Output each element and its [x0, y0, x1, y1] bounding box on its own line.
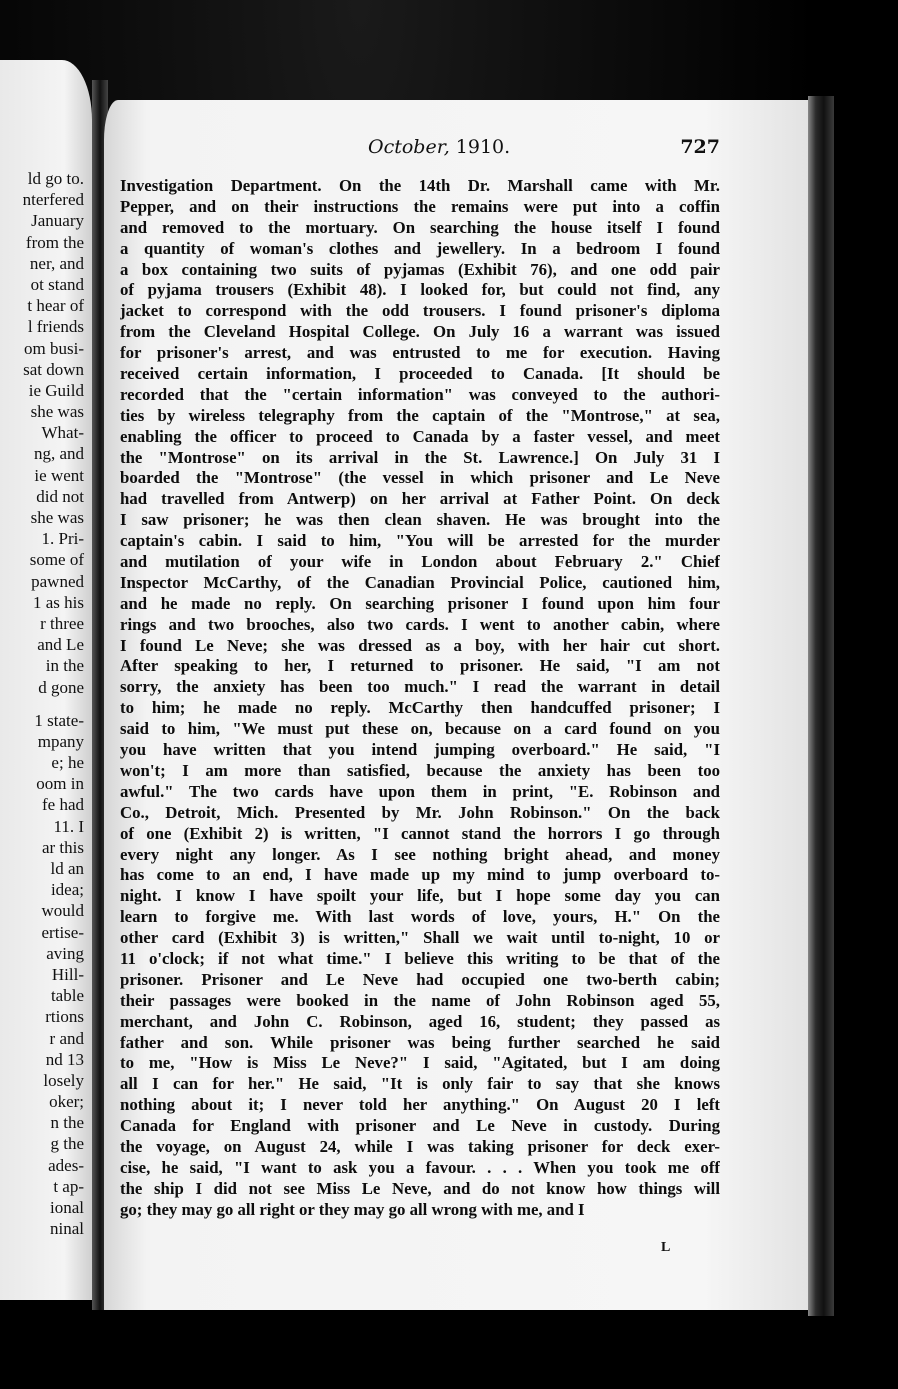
previous-page-line: d gone — [38, 677, 84, 697]
previous-page-line: ld an — [50, 859, 84, 878]
previous-page-line: table — [50, 986, 84, 1006]
previous-page-line: ar this — [41, 837, 84, 857]
previous-page-line: she was — [30, 508, 84, 527]
text-line: Inspector McCarthy, of the Canadian Provincial Police, cautioned him, — [120, 572, 720, 592]
previous-page-line: nterfered — [22, 190, 84, 210]
text-line: other card (Exhibit 3) is written," Shall we wait until to-night, 10 or — [120, 928, 720, 948]
previous-page-line: fe had — [41, 795, 84, 815]
text-line: nothing about it; I never told her anything." On August 20 I left — [120, 1095, 720, 1115]
text-line: every night any longer. As I see nothing bright ahead, and money — [120, 844, 720, 864]
previous-page-line: from the — [25, 232, 84, 252]
text-line: boarded the "Montrose" (the vessel in which prisoner and Le Neve — [120, 468, 720, 488]
previous-page-line: January — [31, 211, 84, 231]
text-line: Pepper, and on their instructions the remains were put into a coffin — [120, 196, 720, 216]
page-number: 727 — [680, 136, 720, 158]
text-line: jacket to correspond with the odd trousers. I found prisoner's diploma — [120, 301, 720, 321]
text-line: had travelled from Antwerp) on her arrival at Father Point. On deck — [120, 489, 720, 509]
text-line: to me, "How is Miss Le Neve?" I said, "Agitated, but I am doing — [120, 1053, 720, 1073]
text-line: and removed to the mortuary. On searching the house itself I found — [120, 217, 720, 237]
previous-page-line: aving — [46, 943, 84, 963]
previous-page-line: ie Guild — [28, 380, 84, 400]
text-line: all I can for her." He said, "It is only fair to say that she knows — [120, 1074, 720, 1094]
text-line: night. I know I have spoilt your life, but I hope some day you can — [120, 886, 720, 906]
previous-page-line: What- — [41, 423, 84, 443]
previous-page-line: nd 13 — [45, 1049, 84, 1069]
text-line: their passages were booked in the name of John Robinson aged 55, — [120, 990, 720, 1010]
text-line: the ship I did not see Miss Le Neve, and do not know how things will — [120, 1178, 720, 1198]
text-line: received certain information, I proceeded to Canada. [It should be — [120, 364, 720, 384]
previous-page-line: idea; — [50, 880, 84, 900]
text-line: sorry, the anxiety has been too much." I read the warrant in detail — [120, 677, 720, 697]
previous-page-line: mpany — [37, 731, 84, 751]
text-line: you have written that you intend jumping overboard." He said, "I — [120, 740, 720, 760]
running-header — [368, 136, 720, 166]
previous-page-line: r three — [40, 613, 84, 633]
text-line: a box containing two suits of pyjamas (Exhibit 76), and one odd pair — [120, 259, 720, 279]
text-line: I found Le Neve; she was dressed as a boy, with her hair cut short. — [120, 635, 720, 655]
text-line: Co., Detroit, Mich. Presented by Mr. John Robinson." On the back — [120, 802, 720, 822]
text-line: enabling the officer to proceed to Canada by a faster vessel, and meet — [120, 426, 720, 446]
text-line: merchant, and John C. Robinson, aged 16, student; they passed as — [120, 1011, 720, 1031]
text-line: prisoner. Prisoner and Le Neve had occupied one two-berth cabin; — [120, 969, 720, 989]
body-text — [120, 176, 720, 1221]
text-line: father and son. While prisoner was being further searched he said — [120, 1032, 720, 1052]
previous-page-text — [0, 168, 84, 1239]
previous-page-line: 1 state- — [34, 710, 84, 730]
previous-page-line: ades- — [48, 1155, 84, 1175]
text-line: said to him, "We must put these on, because on a card found on you — [120, 719, 720, 739]
previous-page-line: in the — [45, 656, 84, 676]
text-line: and mutilation of your wife in London about February 2." Chief — [120, 552, 720, 572]
text-line: captain's cabin. I said to him, "You will be arrested for the murder — [120, 531, 720, 551]
text-line: has come to an end, I have made up my mind to jump overboard to- — [120, 865, 720, 885]
previous-page-line: 11. I — [53, 816, 84, 836]
header-date — [368, 136, 510, 158]
text-line: Canada for England with prisoner and Le Neve in custody. During — [120, 1116, 720, 1136]
previous-page-line: would — [41, 901, 84, 921]
text-line: ties by wireless telegraphy from the captain of the "Montrose," at sea, — [120, 405, 720, 425]
text-line: cise, he said, "I want to ask you a favour. . . . When you took me off — [120, 1157, 720, 1177]
previous-page-line: some of — [29, 550, 84, 570]
previous-page-line: t ap- — [53, 1176, 84, 1196]
previous-page-line: ertise- — [41, 922, 84, 942]
previous-page-line: rtions — [45, 1007, 84, 1027]
previous-page-line: 1 as his — [33, 592, 84, 612]
text-line: awful." The two cards have upon them in print, "E. Robinson and — [120, 781, 720, 801]
previous-page-line: oker; — [49, 1092, 84, 1112]
previous-page-line: g the — [50, 1134, 84, 1154]
text-line: Investigation Department. On the 14th Dr. Marshall came with Mr. — [120, 176, 720, 195]
text-line: to him; he made no reply. McCarthy then handcuffed prisoner; I — [120, 698, 720, 718]
text-line: go; they may go all right or they may go all wrong with me, and I — [120, 1199, 585, 1219]
previous-page-line: ie went — [34, 465, 84, 485]
text-line: rings and two brooches, also two cards. I went to another cabin, where — [120, 614, 720, 634]
previous-page-line: ng, and — [33, 444, 84, 464]
text-line: for prisoner's arrest, and was entrusted to me for execution. Having — [120, 343, 720, 363]
previous-page-edge — [0, 60, 92, 1300]
previous-page-line: ot stand — [30, 274, 84, 294]
previous-page-line: om busi- — [24, 338, 84, 358]
text-line: the voyage, on August 24, while I was taking prisoner for deck exer- — [120, 1136, 720, 1156]
previous-page-line: 1. Pri- — [41, 529, 84, 549]
previous-page-line: ld go to. — [27, 169, 84, 188]
previous-page-line: sat down — [23, 359, 84, 379]
text-line: 11 o'clock; if not what time." I believe this writing to be that of the — [120, 948, 720, 968]
text-line: learn to forgive me. With last words of love, yours, H." On the — [120, 907, 720, 927]
previous-page-line: ninal — [50, 1219, 84, 1239]
previous-page-line: l friends — [27, 317, 84, 337]
previous-page-line: Hill- — [51, 964, 84, 984]
text-line: I saw prisoner; he was then clean shaven. He was brought into the — [120, 510, 720, 530]
previous-page-line: did not — [36, 486, 84, 506]
text-line: from the Cleveland Hospital College. On July 16 a warrant was issued — [120, 322, 720, 342]
signature-mark: L — [661, 1240, 671, 1255]
text-line: won't; I am more than satisfied, because the anxiety has been too — [120, 760, 720, 780]
text-line: the "Montrose" on its arrival in the St. Lawrence.] On July 31 I — [120, 447, 720, 467]
previous-page-line: n the — [50, 1113, 84, 1133]
text-line: of one (Exhibit 2) is written, "I cannot stand the horrors I go through — [120, 823, 720, 843]
previous-page-line: she was — [30, 402, 84, 422]
previous-page-line: and Le — [37, 635, 84, 655]
text-line: a quantity of woman's clothes and jewellery. In a bedroom I found — [120, 238, 720, 258]
previous-page-line: pawned — [31, 571, 84, 591]
header-month: October, — [368, 136, 450, 158]
previous-page-line: e; he — [51, 753, 84, 773]
text-line: recorded that the "certain information" was conveyed to the authori- — [120, 384, 720, 404]
previous-page-line: ional — [50, 1198, 84, 1217]
book-edge-shadow — [808, 96, 834, 1316]
previous-page-line: oom in — [36, 774, 84, 794]
previous-page-line: r and — [49, 1028, 84, 1048]
text-line: of pyjama trousers (Exhibit 48). I looked for, but could not find, any — [120, 280, 720, 300]
previous-page-line: losely — [43, 1070, 84, 1090]
previous-page-line: ner, and — [29, 253, 84, 273]
text-line: and he made no reply. On searching prisoner I found upon him four — [120, 593, 720, 613]
text-line: After speaking to her, I returned to prisoner. He said, "I am not — [120, 656, 720, 676]
previous-page-line — [0, 698, 84, 710]
header-year: 1910. — [455, 136, 511, 158]
previous-page-line: t hear of — [27, 296, 84, 316]
